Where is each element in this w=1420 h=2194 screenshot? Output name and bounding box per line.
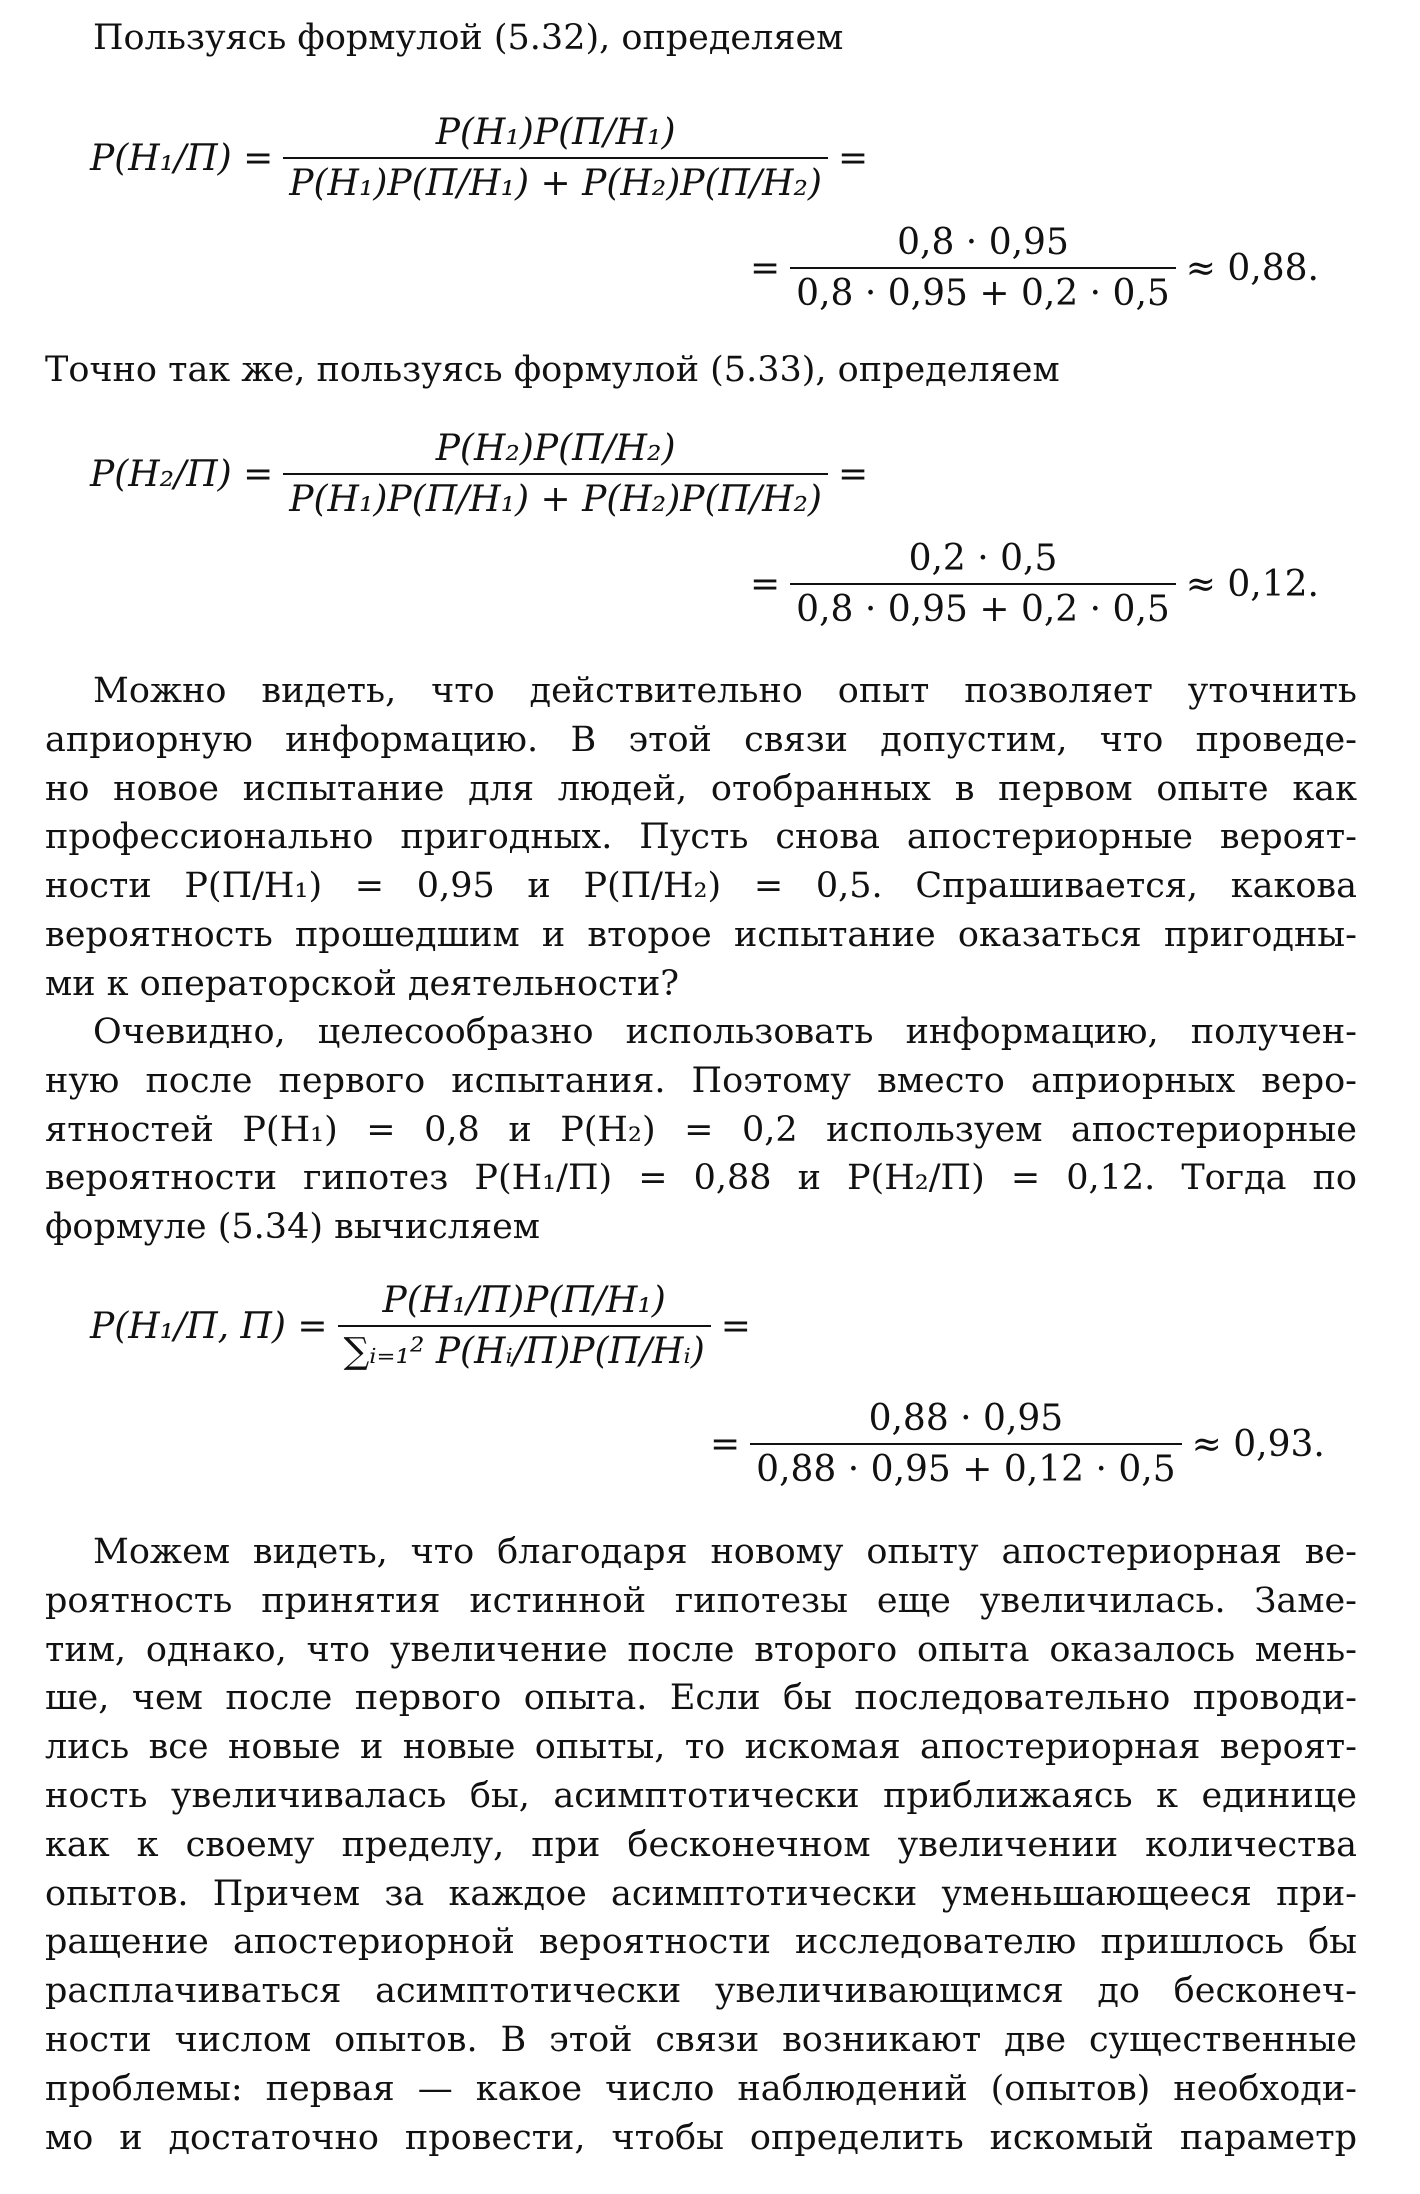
equation-1-line-2	[740, 222, 1329, 314]
text-line: расплачиваться асимптотически увеличивающимся до бесконеч-	[45, 1971, 1357, 2012]
text-line: роятность принятия истинной гипотезы еще увеличилась. Заме-	[45, 1580, 1357, 1621]
equation-relation: =	[750, 563, 781, 605]
equation-fraction	[338, 1280, 711, 1372]
equation-result: ≈ 0,12.	[1185, 563, 1320, 605]
equation-1-line-1	[80, 112, 878, 204]
body-paragraph-3	[45, 667, 1357, 1009]
fraction-denominator: P(H₁)P(П/H₁) + P(H₂)P(П/H₂)	[289, 163, 822, 204]
fraction-denominator: 0,8 · 0,95 + 0,2 · 0,5	[796, 273, 1170, 314]
text-line: Точно так же, пользуясь формулой (5.33), определяем	[45, 350, 1060, 390]
fraction-denominator: ∑ᵢ₌₁² P(Hᵢ/П)P(П/Hᵢ)	[343, 1331, 705, 1372]
text-line: опытов. Причем за каждое асимптотически уменьшающееся при-	[45, 1873, 1357, 1914]
equation-lhs: P(H₁/П, П) =	[90, 1305, 328, 1347]
text-line: ращение апостериорной вероятности исследователю пришлось бы	[45, 1922, 1357, 1963]
text-line: ности P(П/H₁) = 0,95 и P(П/H₂) = 0,5. Спрашивается, какова	[45, 866, 1357, 907]
body-paragraph-5	[45, 1528, 1357, 2162]
text-line: Можно видеть, что действительно опыт позволяет уточнить	[93, 671, 1357, 711]
fraction-denominator: P(H₁)P(П/H₁) + P(H₂)P(П/H₂)	[289, 479, 822, 520]
text-line: мо и достаточно провести, чтобы определить искомый параметр	[45, 2117, 1357, 2158]
text-line: ятностей P(H₁) = 0,8 и P(H₂) = 0,2 используем апостериорные	[45, 1109, 1357, 1150]
text-line: лись все новые и новые опыты, то искомая апостериорная вероят-	[45, 1727, 1357, 1768]
equation-3-line-1	[80, 1280, 761, 1372]
text-line: ности числом опытов. В этой связи возникают две существенные	[45, 2019, 1357, 2060]
fraction-numerator: P(H₁)P(П/H₁)	[283, 112, 828, 159]
text-line: Пользуясь формулой (5.32), определяем	[93, 18, 844, 58]
equation-relation: =	[837, 453, 869, 495]
equation-lhs: P(H₁/П) =	[90, 137, 274, 179]
fraction-denominator: 0,88 · 0,95 + 0,12 · 0,5	[756, 1449, 1176, 1490]
fraction-denominator: 0,8 · 0,95 + 0,2 · 0,5	[796, 589, 1170, 630]
text-line: Можем видеть, что благодаря новому опыту апостериорная ве-	[93, 1532, 1357, 1572]
equation-relation: =	[750, 247, 781, 289]
equation-2-line-2	[740, 538, 1329, 630]
equation-result: ≈ 0,88.	[1185, 247, 1320, 289]
fraction-numerator: 0,8 · 0,95	[790, 222, 1176, 269]
text-line: формуле (5.34) вычисляем	[45, 1207, 541, 1248]
equation-relation: =	[710, 1423, 741, 1465]
fraction-numerator: P(H₂)P(П/H₂)	[283, 428, 828, 475]
body-paragraph-4	[45, 1008, 1357, 1252]
equation-result: ≈ 0,93.	[1191, 1423, 1325, 1465]
fraction-numerator: 0,2 · 0,5	[790, 538, 1176, 585]
equation-3-line-2	[700, 1398, 1335, 1490]
fraction-numerator: 0,88 · 0,95	[750, 1398, 1181, 1445]
text-line: ше, чем после первого опыта. Если бы последовательно проводи-	[45, 1678, 1357, 1719]
intro-paragraph-1	[45, 14, 1357, 63]
equation-fraction	[283, 112, 828, 204]
text-line: как к своему пределу, при бесконечном увеличении количества	[45, 1824, 1357, 1865]
equation-fraction	[750, 1398, 1181, 1490]
equation-fraction	[283, 428, 828, 520]
text-line: тим, однако, что увеличение после второго опыта оказалось мень-	[45, 1629, 1357, 1670]
fraction-numerator: P(H₁/П)P(П/H₁)	[338, 1280, 711, 1327]
text-line: профессионально пригодных. Пусть снова апостериорные вероят-	[45, 817, 1357, 858]
text-line: ность увеличивалась бы, асимптотически приближаясь к единице	[45, 1775, 1357, 1816]
text-line: но новое испытание для людей, отобранных в первом опыте как	[45, 768, 1357, 809]
equation-relation: =	[837, 137, 869, 179]
text-line: вероятность прошедшим и второе испытание оказаться пригодны-	[45, 914, 1357, 955]
equation-lhs: P(H₂/П) =	[90, 453, 274, 495]
equation-relation: =	[720, 1305, 751, 1347]
text-line: априорную информацию. В этой связи допустим, что проведе-	[45, 719, 1357, 760]
intro-paragraph-2	[45, 346, 1357, 395]
text-line: вероятности гипотез P(H₁/П) = 0,88 и P(H₂/П) = 0,12. Тогда по	[45, 1158, 1357, 1199]
equation-2-line-1	[80, 428, 878, 520]
equation-fraction	[790, 538, 1176, 630]
equation-fraction	[790, 222, 1176, 314]
text-line: Очевидно, целесообразно использовать информацию, получен-	[93, 1012, 1357, 1052]
text-line: ми к операторской деятельности?	[45, 963, 680, 1004]
text-line: проблемы: первая — какое число наблюдений (опытов) необходи-	[45, 2068, 1357, 2109]
text-line: ную после первого испытания. Поэтому вместо априорных веро-	[45, 1060, 1357, 1101]
